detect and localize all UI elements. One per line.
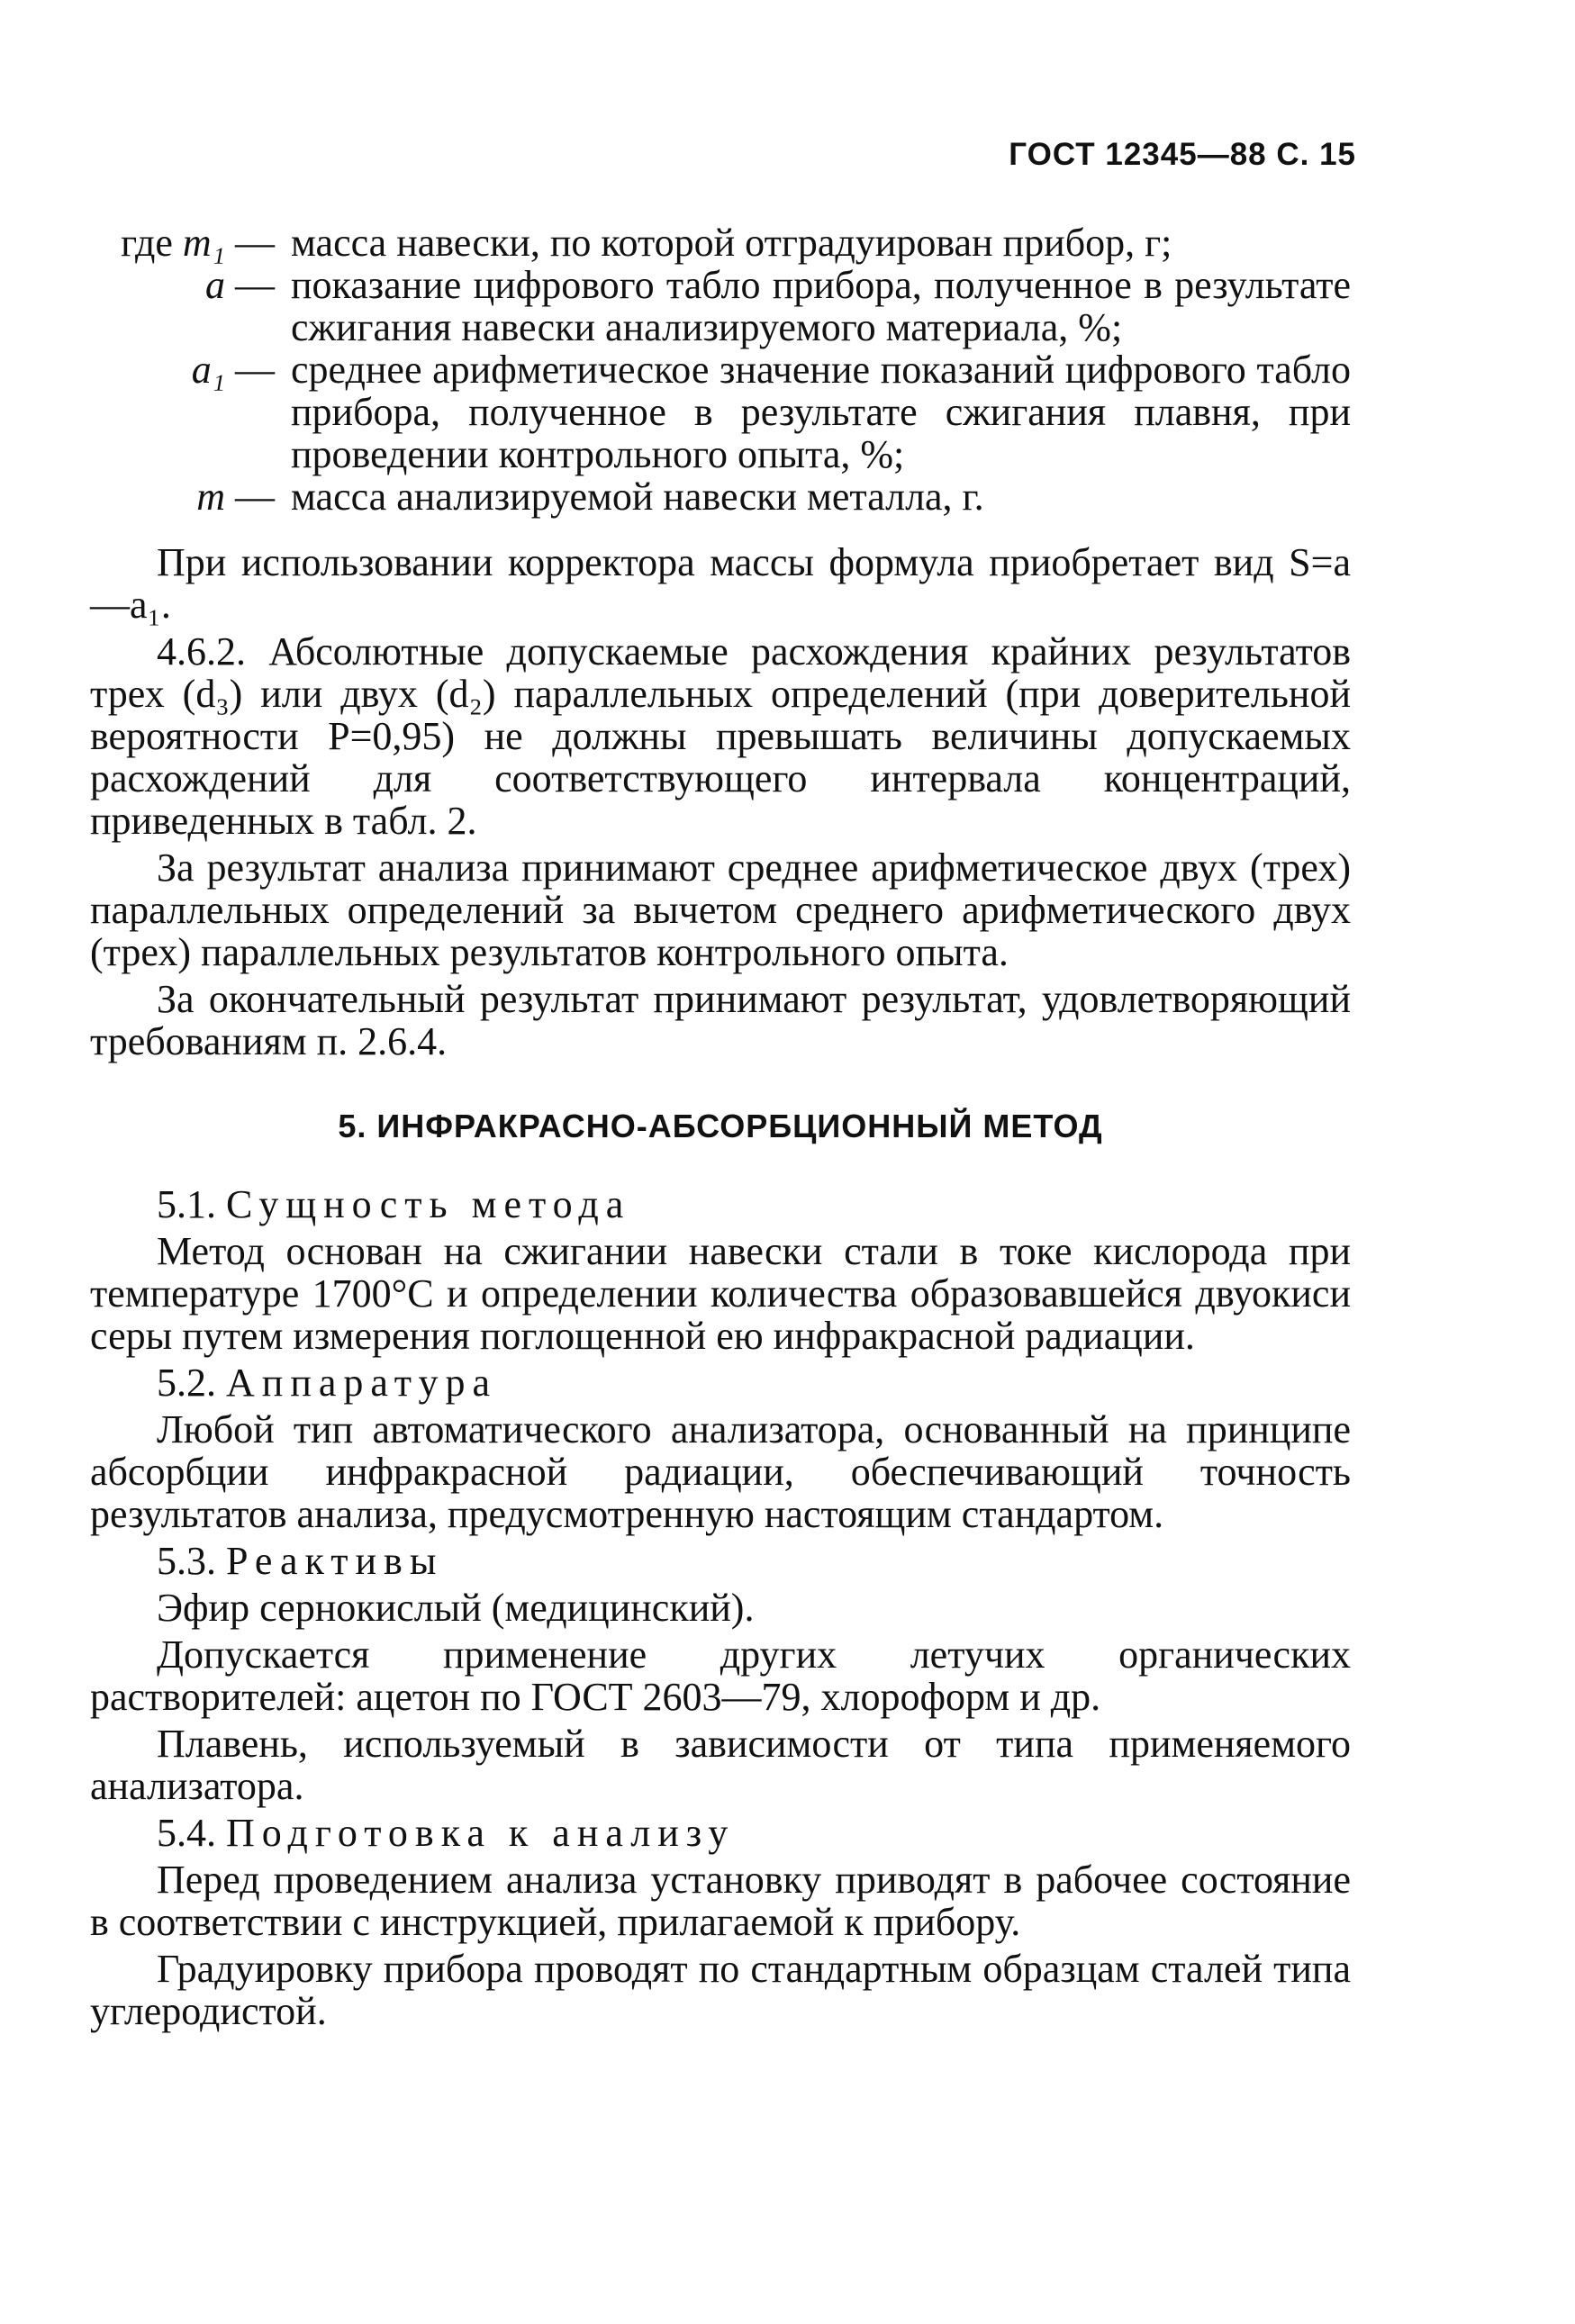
definition-text: масса навески, по которой отградуирован прибор, г;	[291, 221, 1172, 265]
section-5-title: 5. ИНФРАКРАСНО-АБСОРБЦИОННЫЙ МЕТОД	[338, 1108, 1103, 1144]
subsection-number: 5.4.	[157, 1811, 216, 1855]
subsection-5-2-heading	[90, 1361, 1351, 1404]
subsection-title: Реактивы	[226, 1539, 444, 1583]
definition-text: среднее арифметическое значение показаний цифрового табло прибора, полученное в результате сжигания плавня, при проведении контрольного опыта, %;	[291, 348, 1351, 476]
subsection-5-1-text: Метод основан на сжигании навески стали в токе кислорода при температуре 1700°С и определении количества образовавшейся двуокиси серы путем измерения поглощенной ею инфракрасной радиации.	[90, 1229, 1351, 1358]
subsection-title: Аппаратура	[226, 1361, 497, 1405]
main-text	[90, 541, 1351, 2037]
subsection-5-3-paragraph: Плавень, используемый в зависимости от типа применяемого анализатора.	[90, 1722, 1351, 1808]
definition-row	[90, 475, 1351, 518]
subsection-number: 5.2.	[157, 1361, 216, 1405]
definition-text: масса анализируемой навески металла, г.	[291, 475, 984, 519]
subsection-number: 5.3.	[157, 1539, 216, 1583]
definition-dash: —	[225, 348, 275, 392]
subsection-title: Подготовка к анализу	[226, 1811, 736, 1855]
subsection-5-4-paragraph: Градуировку прибора проводят по стандартным образцам сталей типа углеродистой.	[90, 1947, 1351, 2033]
subsection-5-3-paragraph: Допускается применение других летучих органических растворителей: ацетон по ГОСТ 2603—79, хлороформ и др.	[90, 1632, 1351, 1719]
definition-dash: —	[225, 475, 275, 519]
subsection-5-3-heading	[90, 1540, 1351, 1582]
running-header: ГОСТ 12345—88 С. 15	[1009, 137, 1356, 172]
paragraph-result: За результат анализа принимают среднее арифметическое двух (трех) параллельных определений за вычетом среднего арифметического двух (трех) параллельных результатов контрольного опыта.	[90, 846, 1351, 974]
definition-dash: —	[225, 263, 275, 307]
definition-text: показание цифрового табло прибора, полученное в результате сжигания навески анализируемого материала, %;	[291, 263, 1351, 349]
definition-row	[90, 264, 1351, 348]
subsection-5-1-heading	[90, 1183, 1351, 1225]
definition-symbol: a	[205, 263, 225, 307]
subsection-5-4-paragraph: Перед проведением анализа установку приводят в рабочее состояние в соответствии с инструкцией, прилагаемой к прибору.	[90, 1858, 1351, 1944]
definition-dash: —	[225, 221, 275, 265]
definition-row	[90, 222, 1351, 264]
paragraph-final-result: За окончательный результат принимают результат, удовлетворяющий требованиям п. 2.6.4.	[90, 977, 1351, 1063]
subsection-title: Сущность метода	[226, 1182, 631, 1226]
definition-symbol: m₁	[182, 221, 225, 265]
formula-definitions	[90, 222, 1351, 518]
definition-row	[90, 348, 1351, 475]
subsection-5-3-paragraph: Эфир сернокислый (медицинский).	[157, 1586, 755, 1630]
subsection-5-2-text: Любой тип автоматического анализатора, основанный на принципе абсорбции инфракрасной радиации, обеспечивающий точность результатов анализа, предусмотренную настоящим стандартом.	[90, 1407, 1351, 1536]
paragraph-4-6-2: 4.6.2. Абсолютные допускаемые расхождения крайних результатов трех (d₃) или двух (d₂) параллельных определений (при доверительной вероятности P=0,95) не должны превышать величины допускаемых расхождений для соответствующего интервала концентраций, приведенных в табл. 2.	[90, 629, 1351, 843]
definition-symbol: m	[196, 475, 225, 519]
subsection-5-4-heading	[90, 1812, 1351, 1854]
subsection-number: 5.1.	[157, 1182, 216, 1226]
definition-symbol: a₁	[191, 348, 225, 392]
paragraph-corrector: При использовании корректора массы формула приобретает вид S=a—a₁.	[90, 540, 1351, 627]
definition-prefix: где	[121, 221, 183, 265]
